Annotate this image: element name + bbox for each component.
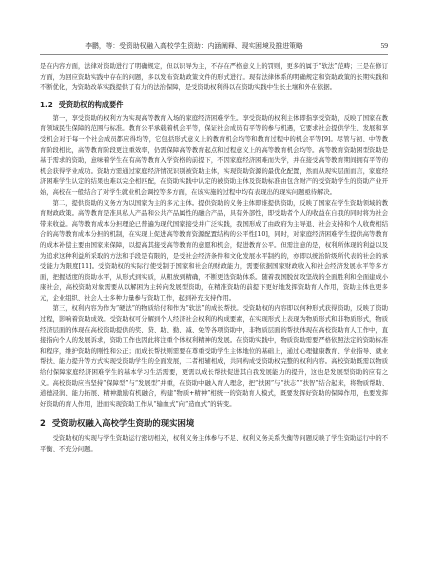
page-number: 59 — [380, 41, 388, 50]
running-title: 李鹏，等：受资助权融入高校学生资助：内涵阐释、现实困境及推进策略 — [85, 42, 303, 50]
paragraph: 第一，享受资助的权利方为实现高等教育入场的家庭经济困难学生。享受资助的权利主体即指享受资助，反映了国家在教育领域民生保障的范围与标准。教育公平承载着机会平等，保证社会成员有平等的参与机遇，它要求社会提供学生、发展和享受机会对于每一个社会成员都应得均等，它包括形式意义上的教育机会均等和教育过程中的机会平等[9]。尽管与初、中等教育阶段相比，高等教育阶段更注重效率，仍需保障高等教育起点和过程意义上的高等教育机会均等。高等教育资助困型资助是基于需求的资助，意味着学生在有高等教育入学资格的前提下，不因家庭经济困难而失学，并在接受高等教育期间拥有平等的机会获得学业成功。资助方需通过家庭经济情况识别被资助主体，实现资助资源的最优化配置，然而从现实层面而言，家庭经济困难学生认定的结果也难以完全相匹配，在资助实践中认定的被资助主体及资助标准由包含财产的受资助学生的资助产业开始，高校在一般结合了对学生就业机会调控等多方面，在该实施的过程中均有表现出的现实问题亟待解决。 — [40, 114, 388, 196]
subsection-heading — [40, 100, 388, 110]
paragraph: 是在内容方面，法律对资助进行了明确规定，但以识导为主，不存在严格意义上的罚则，更多的属于“软法”范畴；三是在修订方面，为回应资助实践中存在的问题，多以发布资助政策文件的形式进行。现有法律体系的明确规定和资助政策的长期实践和不断优化，为资助改革实践提供了有力的法治保障，是受资助权利得以在资助实践中生长土壤和外在依据。 — [40, 63, 388, 92]
paragraph: 第三，权利内容为作为“硬法”的物质给付和作为“软法”的成长帮扶。受资助权的内容即以何种形式获得资助，反映了资助过程，影响着资助成效。受资助权可分解到个人经济社会权利的构成要素，在实现形式上表现为物质形式和非物质形式，物质经济层面的体现在高校资助提供的奖、贷、助、勤、减、免等各项资助中，非物质层面的帮扶体现在高校资助育人工作中，直接指向个人的发展诉求，资助工作也因此将注重个体权利精神的发展。在资助实践中，物质资助需要严格依照法定的资助标准和程序，维护资助的刚性和公正；而成长帮扶则需要在尊重受助学生主体地位的基础上，通过心理健康教育、学业指导、就业帮扶、能力提升等方式实现受资助学生的全面发展，二者相辅相成，共同构成受资助权完整的权利内容。高校资助既需以物质给付保障家庭经济困难学生的基本学习生活需要，更需以成长帮扶促进其自我发展能力的提升，这也是发展型资助的应有之义。高校资助应当坚持“保障型”与“发展型”并重，在资助中融入育人理念，把“扶困”与“扶志”“扶智”结合起来，将物质帮助、道德浸润、能力拓展、精神激励有机融合，构建“物质+精神”相统一的资助育人模式，既要发挥好资助的保障作用，也要发挥好资助的育人作用，进而实现资助工作从“输血式”向“造血式”的转变。 — [40, 305, 388, 408]
section-title: 受资助权融入高校学生资助的现实困境 — [51, 418, 195, 429]
paragraph: 第二，提供资助的义务方为以国家为主的多元主体。提供资助的义务主体即谁提供资助，反映了国家在学生资助领域的教育财政政策。高等教育是准具私人产品和公共产品属性的融合产品，具有外部性，即受助者个人的收益在自我的同时将为社会带来收益。高等教育成本分担理论已普遍为现代国家接受并广泛实践，我国形成了由政府为主导退、社会支持和个人收费相结合的高等教育成本分担的机制，在实现上促进高等教育资源配置结构的公平性[10]，同时，对家庭经济困难学生提供高等教育的成本补偿主要由国家来保障，以提高其接受高等教育的意愿和机会，促进教育公平。但需注意的是，权利所体现的利益以及为追求这种利益所采取的方法和手段是有限的，是受社会经济条件和文化发展水平制约的，亦即以统治阶级所代表的社会的承受能力为限度[11]。受资助权的实际行使受制于国家和社会的财政能力，需要依据国家财政收入和社会经济发展水平等多方面，把握适度的资助水平，从形式到实质，从粗放到精确，不断更迭资助体系。随着我国脱贫攻坚战的全面胜利和全面建成小康社会，高校资助对象需要从以解困为主转向发展型资助，在精准资助的前提下更好地发挥资助育人作用，资助主体也更多元，企业组织、社会人士多种力量参与资助工作，起到补充支持作用。 — [40, 199, 388, 302]
running-header — [40, 40, 388, 55]
section-number: 2 — [40, 418, 46, 429]
subsection-number: 1.2 — [40, 99, 53, 109]
subsection-title: 受资助权的构成要件 — [58, 99, 124, 109]
body-text — [40, 62, 388, 456]
section-heading — [40, 417, 388, 429]
paragraph: 受资助权的实现与学生资助运行密切相关，权利义务主体参与不足、权利义务关系失衡等问题反映了学生资助运行中的不平衡、不充分问题。 — [40, 435, 388, 453]
